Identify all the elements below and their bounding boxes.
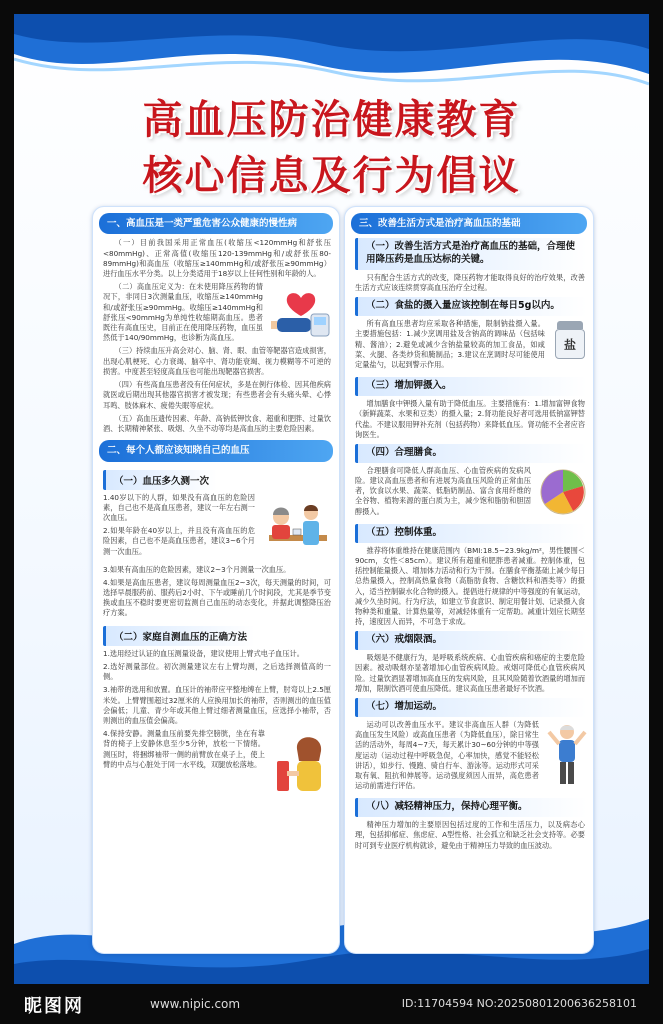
subsection-heading: （三）增加钾摄入。 <box>355 377 587 396</box>
heart-bp-cuff-icon <box>271 284 333 342</box>
paragraph: 推荐将体重维持在健康范围内（BMI:18.5~23.9kg/m²，男性腰围＜90cm，女性＜85cm）。建议所有超重和肥胖患者减重。控制体重，包括控制能量摄入、增加体力活动和行为干预。在膳食平衡基础上减少每日总热量摄入，控制高热量食物（高脂肪食物、含糖饮料和酒类等）的摄入，适当控制碳水化合物的摄入。提倡进行规律的中等强度的有氧运动，减少久坐时间。行为疗法，如建立节食意识、制定用餐计划、记录摄入食物种类和重量、计算热量等，对减轻体重有一定帮助。减重计划应长期坚持，速度因人而异，不可急于求成。 <box>355 545 586 627</box>
paragraph: （四）有些高血压患者没有任何症状，多是在例行体检、因其他疾病就医或后期出现其他器官损害才被发现；有些患者会有头痛头晕、心悸耳鸣、肢体麻木、疲倦失眠等症状。 <box>103 380 331 410</box>
subsection-heading: （二）食盐的摄入量应该控制在每日5g以内。 <box>355 297 587 316</box>
subsection-heading: （五）控制体重。 <box>355 524 587 543</box>
salt-shaker-icon <box>553 321 587 361</box>
paragraph: （二）高血压定义为：在未使用降压药物的情况下，非同日3次测量血压，收缩压≥140mmHg和/或舒张压≥90mmHg。收缩压≥140mmHg和舒张压<90mmHg为单纯性收缩期高血压。患者既往有高血压史，目前正在使用降压药物，血压虽然低于140/90mmHg，也诊断为高血压。 <box>103 282 263 343</box>
paragraph: 吸烟是不健康行为，是呼吸系统疾病、心血管疾病和癌症的主要危险因素。被动吸烟亦显著增加心血管疾病风险。戒烟可降低心血管疾病风险。过量饮酒显著增加高血压的发病风险，且其风险随着饮酒量的增加而增加，限制饮酒可使血压降低。建议高血压患者最好不饮酒。 <box>355 653 586 693</box>
paragraph: 4.保持安静。测量血压前要先排空膀胱，坐在有靠背的椅子上安静休息至少5分钟，放松一下情绪。测压时，将捆绑袖带一侧的前臂放在桌子上，使上臂的中点与心脏处于同一水平线，双腿放松落地。 <box>103 729 265 769</box>
subsection-heading: （八）减轻精神压力，保持心理平衡。 <box>355 798 587 817</box>
paragraph: 只有配合生活方式的改变，降压药物才能取得良好的治疗效果，改善生活方式应该连续贯穿高血压治疗全过程。 <box>355 272 585 293</box>
site-logo: 昵图网 <box>24 996 84 1017</box>
paragraph: 增加膳食中钾摄入量有助于降低血压。主要措施有：1.增加富钾食物（新鲜蔬菜、水果和豆类）的摄入量；2.肾功能良好者可选用低钠富钾替代盐。不建议服用钾补充剂（包括药物）来降低血压。肾功能不全者应咨询医生。 <box>355 399 586 439</box>
paragraph-row <box>93 493 339 565</box>
left-panel <box>92 206 340 954</box>
subsection-heading: （七）增加运动。 <box>355 698 587 717</box>
paragraph-group <box>93 493 263 560</box>
salt-label: 盐 <box>563 337 576 352</box>
page-title-line2: 核心信息及行为倡议 <box>142 153 521 199</box>
watermark-footer <box>0 984 663 1024</box>
subsection-heading: （四）合理膳食。 <box>355 444 587 463</box>
section-3-heading: 三、改善生活方式是治疗高血压的基础 <box>351 213 587 234</box>
paragraph: 1.选用经过认证的血压测量设备，建议使用上臂式电子血压计。 <box>103 648 304 658</box>
paragraph: 1.40岁以下的人群，如果没有高血压的危险因素，自己也不是高血压患者，建议一年左右测一次血压。 <box>103 492 255 522</box>
subsection-heading: （一）改善生活方式是治疗高血压的基础，合理使用降压药是血压达标的关键。 <box>355 238 587 270</box>
section-2-heading: 二、每个人都应该知晓自己的血压 <box>99 440 333 461</box>
paragraph: （一）目前我国采用正常血压(收缩压<120mmHg和舒张压<80mmHg)、正常高值(收缩压120-139mmHg和/或舒张压80-89mmHg)和高血压（收缩压≥140mmHg和/或舒张压≥90mmHg）进行血压水平分类。以上分类适用于18岁以上任何性别和年龄的人。 <box>103 238 331 278</box>
paragraph: （三）持续血压升高会对心、脑、肾、眼、血管等靶器官造成损害，出现心肌梗死、心力衰竭、脑卒中、肾功能衰竭、视力模糊等不可逆的损害。中度甚至轻度高血压也可能出现靶器官损害。 <box>103 346 331 376</box>
section-1-heading: 一、高血压是一类严重危害公众健康的慢性病 <box>99 213 333 234</box>
paragraph-row <box>93 729 339 803</box>
right-panel <box>344 206 594 954</box>
elderly-man-exercise-icon <box>547 722 587 788</box>
paragraph: 2.如果年龄在40岁以上，并且没有高血压的危险因素，自己也不是高血压患者，建议3~6个月测一次血压。 <box>103 526 255 556</box>
paragraph: 3.如果有高血压的危险因素，建议2~3个月测量一次血压。 <box>103 564 291 574</box>
paragraph: （五）高血压遗传因素、年龄、高钠低钾饮食、超重和肥胖、过量饮酒、长期精神紧张、吸烟、久坐不动等均是高血压的主要危险因素。 <box>103 413 331 434</box>
paragraph-row <box>345 720 593 795</box>
image-id: ID:11704594 NO:20250801200636258101 <box>401 997 637 1010</box>
woman-bp-monitor-icon <box>273 731 333 803</box>
subsection-heading: （二）家庭自测血压的正确方法 <box>103 626 255 646</box>
paragraph-row <box>345 319 593 373</box>
poster <box>14 14 649 984</box>
paragraph: 所有高血压患者均应采取各种措施，限制钠盐摄入量。主要措施包括：1.减少烹调用盐及含钠高的调味品（包括味精、酱油）；2.避免或减少含钠盐量较高的加工食品，如咸菜、火腿、各类炒货和腌制品；3.建议在烹调时尽可能使用定量盐勺，以起到警示作用。 <box>355 319 545 370</box>
site-url: www.nipic.com <box>150 997 241 1011</box>
paragraph: 运动可以改善血压水平。建议非高血压人群（为降低高血压发生风险）或高血压患者（为降低血压），除日常生活的活动外，每周4~7天，每天累计30~60分钟的中等强度运动（运动过程中呼吸急促，心率加快，感觉不能轻松讲话），如步行、慢跑、骑自行车、游泳等。运动形式可采取有氧、阻抗和伸展等。运动强度须因人而异，高危患者运动前需进行评估。 <box>355 719 539 791</box>
subsection-heading: （一）血压多久测一次 <box>103 470 217 490</box>
page-title-line1: 高血压防治健康教育 <box>142 97 521 143</box>
paragraph: 精神压力增加的主要原因包括过度的工作和生活压力，以及病态心理，包括抑郁症、焦虑症、A型性格、社会孤立和缺乏社会支持等。必要时可到专业医疗机构就诊，避免由于精神压力导致的血压波动。 <box>355 820 585 850</box>
paragraph-row <box>345 466 593 520</box>
paragraph-row <box>93 282 339 346</box>
nurse-measuring-bp-icon <box>263 495 333 565</box>
subsection-heading: （六）戒烟限酒。 <box>355 631 587 650</box>
paragraph: 2.选好测量部位。初次测量建议左右上臂均测，之后选择测值高的一侧。 <box>103 661 331 682</box>
paragraph: 合理膳食可降低人群高血压、心血管疾病的发病风险。建议高血压患者和有进展为高血压风险的正常血压者，饮食以水果、蔬菜、低脂奶制品、富含食用纤维的全谷物、植物来源的蛋白质为主，减少饱和脂肪和胆固醇摄入。 <box>355 465 531 516</box>
healthy-food-plate-icon <box>539 468 587 516</box>
paragraph: 4.如果是高血压患者，建议每周测量血压2~3次，每天测量的时间，可选择早晨服药前、服药后2小时、下午或睡前几个时间段，尤其是季节变换或血压不稳时要更密切监测自己血压的动态变化，并据此调整降压治疗方案。 <box>103 577 331 618</box>
paragraph: 3.袖带的选用和放置。血压计的袖带应平整地缚在上臂，肘弯以上2.5厘米处。上臂臂围超过32厘米的人应换用加长的袖带，否则测出的血压值会偏低；儿童、青少年或其他上臂过细者测量血压，应选择小袖带，否则测出的血压值会偏高。 <box>103 685 331 725</box>
